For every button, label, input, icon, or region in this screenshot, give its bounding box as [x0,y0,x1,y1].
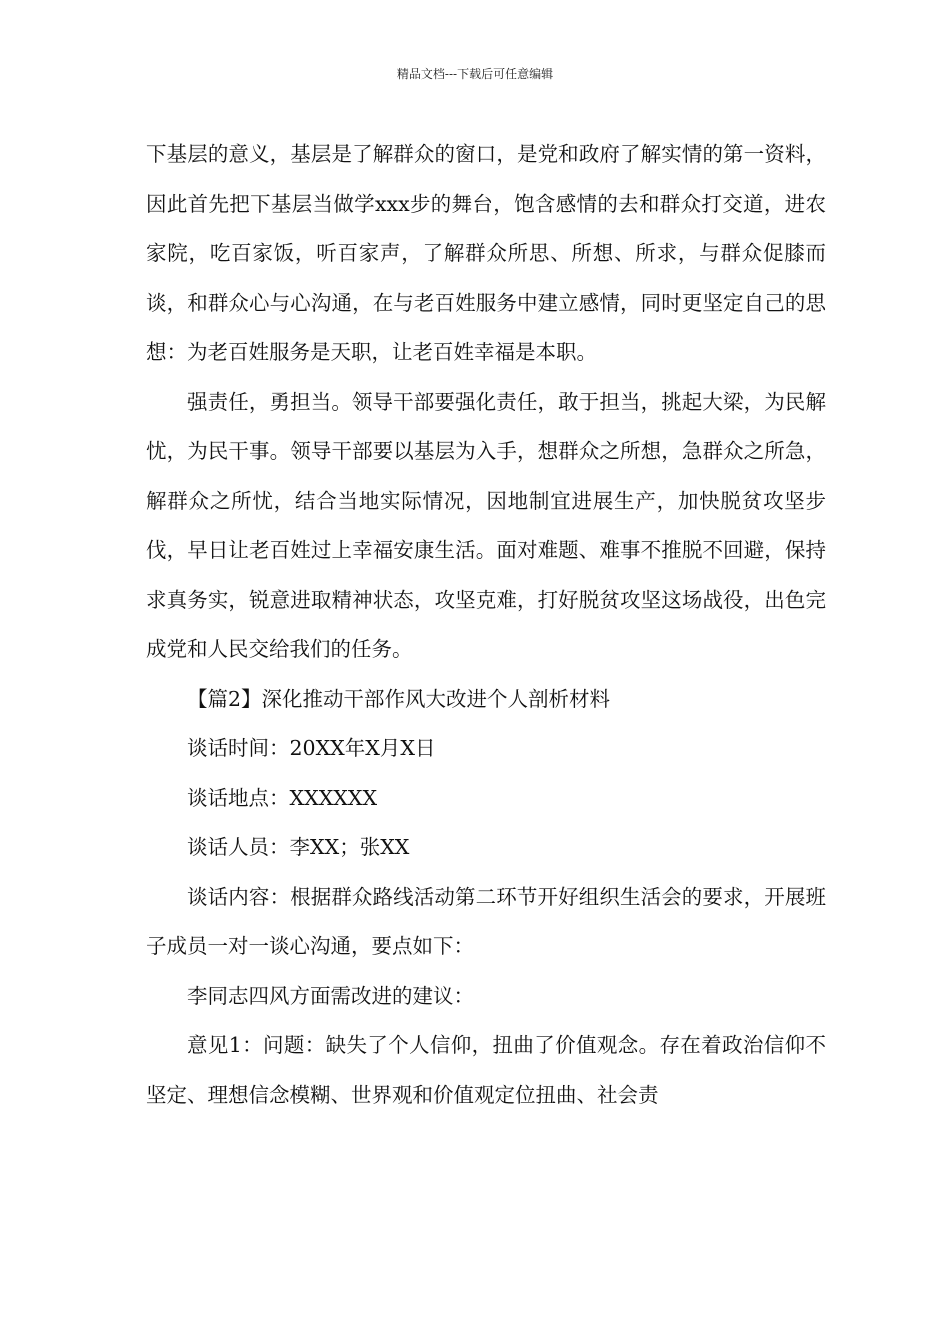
section-heading: 【篇2】深化推动干部作风大改进个人剖析材料 [187,686,611,711]
document-body [146,130,826,1120]
page-header: 精品文档---下载后可任意编辑 [396,67,554,81]
talk-location: 谈话地点：XXXXXX [187,785,378,810]
improvement-suggestions-heading: 李同志四风方面需改进的建议： [187,983,474,1008]
talk-content: 谈话内容：根据群众路线活动第二环节开好组织生活会的要求，开展班子成员一对一谈心沟通，要点如下： [146,884,826,958]
paragraph-2: 强责任，勇担当。领导干部要强化责任，敢于担当，挑起大梁，为民解忧，为民干事。领导干部要以基层为入手，想群众之所想，急群众之所急，解群众之所忧，结合当地实际情况，因地制宜进展生产，加快脱贫攻坚步伐，早日让老百姓过上幸福安康生活。面对难题、难事不推脱不回避，保持求真务实，锐意进取精神状态，攻坚克难，打好脱贫攻坚这场战役，出色完成党和人民交给我们的任务。 [146,389,826,661]
talk-time: 谈话时间：20XX年X月X日 [187,736,436,760]
opinion-1: 意见1：问题：缺失了个人信仰，扭曲了价值观念。存在着政治信仰不坚定、理想信念模糊、世界观和价值观定位扭曲、社会责 [146,1033,826,1107]
paragraph-1: 下基层的意义，基层是了解群众的窗口，是党和政府了解实情的第一资料，因此首先把下基层当做学xxx步的舞台，饱含感情的去和群众打交道，进农家院，吃百家饭，听百家声，了解群众所思、所想、所求，与群众促膝而谈，和群众心与心沟通，在与老百姓服务中建立感情，同时更坚定自己的思想：为老百姓服务是天职，让老百姓幸福是本职。 [146,142,826,364]
talk-participants: 谈话人员：李XX；张XX [187,835,410,859]
